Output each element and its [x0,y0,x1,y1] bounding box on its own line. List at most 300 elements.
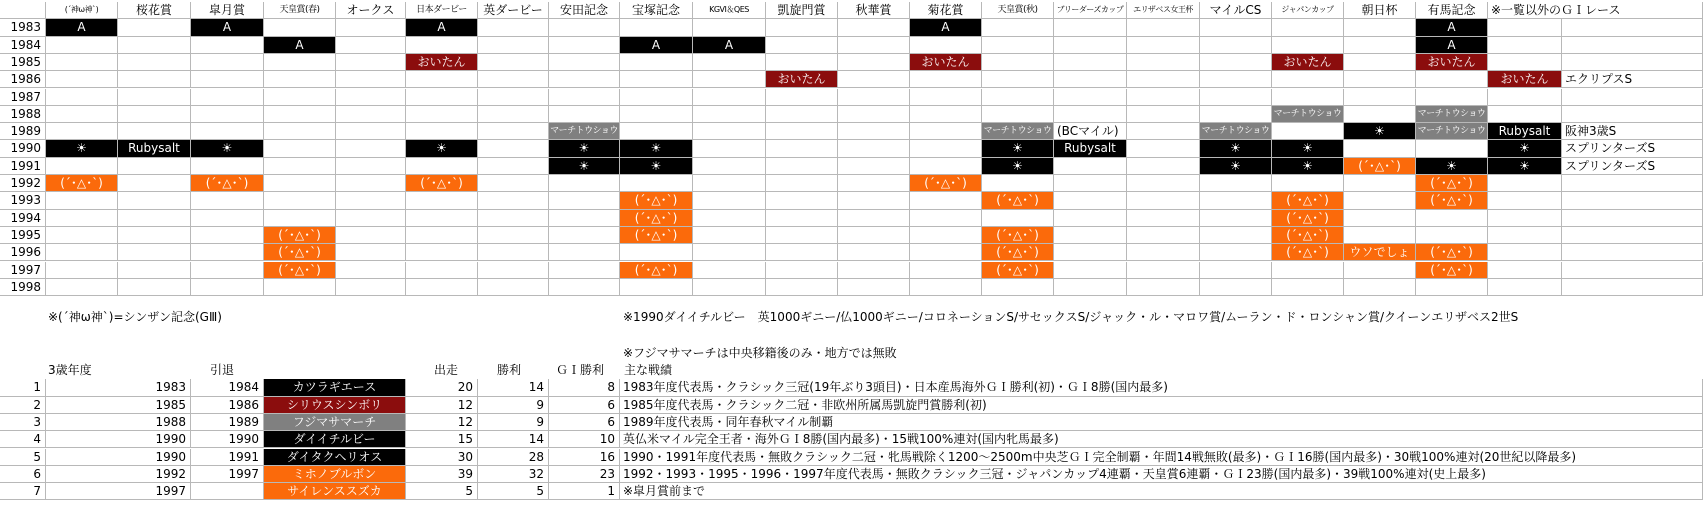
horse-starts[interactable]: 30 [406,449,478,466]
empty-cell[interactable] [693,19,766,36]
empty-cell[interactable] [478,192,549,209]
empty-cell[interactable] [766,227,838,244]
year-label[interactable]: 1993 [0,192,46,209]
empty-cell[interactable] [910,279,982,296]
empty-cell[interactable] [1200,19,1272,36]
race-header[interactable]: オークス [336,2,406,19]
empty-cell[interactable] [1272,279,1344,296]
empty-cell[interactable] [1416,210,1488,227]
race-result-cell[interactable]: A [693,37,766,54]
empty-cell[interactable] [1416,89,1488,106]
empty-cell[interactable] [191,279,264,296]
race-result-cell[interactable]: (´･△･`) [1272,192,1344,209]
horse-starts[interactable]: 15 [406,431,478,448]
empty-cell[interactable] [1054,106,1127,123]
empty-cell[interactable] [264,175,336,192]
empty-cell[interactable] [1344,192,1416,209]
empty-cell[interactable] [1200,89,1272,106]
empty-cell[interactable] [620,89,693,106]
empty-cell[interactable] [1054,89,1127,106]
empty-cell[interactable] [1272,123,1344,140]
empty-cell[interactable] [549,227,620,244]
empty-cell[interactable] [1416,227,1488,244]
horse-record[interactable]: 1989年度代表馬・同年春秋マイル制覇 [620,414,1703,431]
empty-cell[interactable] [478,71,549,88]
empty-cell[interactable] [693,262,766,279]
empty-cell[interactable] [1562,262,1703,279]
empty-cell[interactable] [1054,192,1127,209]
horse-retire[interactable]: 1991 [191,449,264,466]
empty-cell[interactable] [1488,89,1562,106]
empty-cell[interactable] [1488,175,1562,192]
race-result-cell[interactable]: ☀ [1200,158,1272,175]
race-header[interactable]: ジャパンカップ [1272,2,1344,19]
race-result-cell[interactable]: スプリンターズS [1562,158,1703,175]
empty-cell[interactable] [766,19,838,36]
empty-cell[interactable] [191,54,264,71]
empty-cell[interactable] [1562,279,1703,296]
empty-cell[interactable] [693,227,766,244]
year-label[interactable]: 1983 [0,19,46,36]
empty-cell[interactable] [478,175,549,192]
empty-cell[interactable] [838,262,910,279]
empty-cell[interactable] [1344,210,1416,227]
horse-year3[interactable]: 1990 [46,431,191,448]
empty-cell[interactable] [478,89,549,106]
empty-cell[interactable] [478,279,549,296]
empty-cell[interactable] [1344,175,1416,192]
empty-cell[interactable] [982,19,1054,36]
race-result-cell[interactable]: (´･△･`) [46,175,118,192]
race-result-cell[interactable]: ☀ [620,140,693,157]
horse-number[interactable]: 3 [0,414,46,431]
empty-cell[interactable] [620,54,693,71]
empty-cell[interactable] [1200,54,1272,71]
horse-wins[interactable]: 5 [478,483,549,500]
empty-cell[interactable] [1127,279,1200,296]
empty-cell[interactable] [336,175,406,192]
empty-cell[interactable] [838,158,910,175]
year-label[interactable]: 1992 [0,175,46,192]
empty-cell[interactable] [1344,89,1416,106]
empty-cell[interactable] [910,123,982,140]
empty-cell[interactable] [478,123,549,140]
empty-cell[interactable] [1127,123,1200,140]
empty-cell[interactable] [1200,192,1272,209]
race-result-cell[interactable]: マーチトウショウ [982,123,1054,140]
empty-cell[interactable] [46,210,118,227]
empty-cell[interactable] [1416,71,1488,88]
race-result-cell[interactable]: エクリプスS [1562,71,1703,88]
empty-cell[interactable] [1344,140,1416,157]
empty-cell[interactable] [46,158,118,175]
race-result-cell[interactable]: (´･△･`) [264,262,336,279]
horse-g1-wins[interactable]: 6 [549,414,620,431]
empty-cell[interactable] [982,54,1054,71]
race-header[interactable]: 朝日杯 [1344,2,1416,19]
empty-cell[interactable] [1127,244,1200,261]
race-result-cell[interactable]: A [191,19,264,36]
empty-cell[interactable] [549,106,620,123]
empty-cell[interactable] [336,140,406,157]
empty-cell[interactable] [620,175,693,192]
horse-number[interactable]: 7 [0,483,46,500]
horse-record[interactable]: 1983年度代表馬・クラシック三冠(19年ぶり3頭目)・日本産馬海外ＧＩ勝利(初)・ＧＩ8勝(国内最多) [620,379,1703,396]
race-header[interactable]: 天皇賞(秋) [982,2,1054,19]
empty-cell[interactable] [1127,54,1200,71]
empty-cell[interactable] [336,89,406,106]
race-result-cell[interactable]: ☀ [1200,140,1272,157]
empty-cell[interactable] [118,19,191,36]
empty-cell[interactable] [1054,71,1127,88]
empty-cell[interactable] [1562,210,1703,227]
empty-cell[interactable] [1200,175,1272,192]
empty-cell[interactable] [336,19,406,36]
empty-cell[interactable] [336,244,406,261]
empty-cell[interactable] [766,279,838,296]
empty-cell[interactable] [838,244,910,261]
horse-year3[interactable]: 1985 [46,397,191,414]
empty-cell[interactable] [264,140,336,157]
empty-cell[interactable] [620,106,693,123]
empty-cell[interactable] [766,210,838,227]
race-result-cell[interactable]: ☀ [1272,158,1344,175]
empty-cell[interactable] [1127,37,1200,54]
empty-cell[interactable] [1054,175,1127,192]
race-result-cell[interactable]: ☀ [982,140,1054,157]
empty-cell[interactable] [406,262,478,279]
empty-cell[interactable] [982,279,1054,296]
empty-cell[interactable] [1488,262,1562,279]
empty-cell[interactable] [1344,279,1416,296]
race-result-cell[interactable]: Rubysalt [1054,140,1127,157]
horse-retire[interactable]: 1997 [191,466,264,483]
empty-cell[interactable] [1272,19,1344,36]
empty-cell[interactable] [336,279,406,296]
race-result-cell[interactable]: おいたん [910,54,982,71]
empty-cell[interactable] [982,210,1054,227]
horse-name[interactable]: ダイタクヘリオス [264,449,406,466]
empty-cell[interactable] [549,244,620,261]
empty-cell[interactable] [406,89,478,106]
race-result-cell[interactable]: ☀ [620,158,693,175]
horse-g1-wins[interactable]: 6 [549,397,620,414]
empty-cell[interactable] [1054,227,1127,244]
horse-g1-wins[interactable]: 23 [549,466,620,483]
empty-cell[interactable] [191,106,264,123]
race-result-cell[interactable]: (´･△･`) [982,227,1054,244]
empty-cell[interactable] [406,227,478,244]
empty-cell[interactable] [1344,106,1416,123]
race-result-cell[interactable]: A [1416,37,1488,54]
empty-cell[interactable] [838,192,910,209]
empty-cell[interactable] [46,192,118,209]
race-result-cell[interactable]: Rubysalt [118,140,191,157]
empty-cell[interactable] [406,71,478,88]
empty-cell[interactable] [118,210,191,227]
empty-cell[interactable] [336,54,406,71]
empty-cell[interactable] [118,89,191,106]
empty-cell[interactable] [766,244,838,261]
empty-cell[interactable] [1200,37,1272,54]
year-label[interactable]: 1985 [0,54,46,71]
race-result-cell[interactable]: マーチトウショウ [549,123,620,140]
empty-cell[interactable] [1488,244,1562,261]
race-result-cell[interactable]: A [620,37,693,54]
year-label[interactable]: 1994 [0,210,46,227]
race-result-cell[interactable]: A [46,19,118,36]
empty-cell[interactable] [910,210,982,227]
empty-cell[interactable] [1488,210,1562,227]
empty-cell[interactable] [191,37,264,54]
empty-cell[interactable] [336,227,406,244]
empty-cell[interactable] [1200,106,1272,123]
race-result-cell[interactable]: マーチトウショウ [1416,123,1488,140]
empty-cell[interactable] [478,19,549,36]
empty-cell[interactable] [478,210,549,227]
empty-cell[interactable] [1054,244,1127,261]
empty-cell[interactable] [191,192,264,209]
race-result-cell[interactable]: (´･△･`) [406,175,478,192]
empty-cell[interactable] [478,158,549,175]
empty-cell[interactable] [693,158,766,175]
empty-cell[interactable] [191,123,264,140]
empty-cell[interactable] [1127,71,1200,88]
year-label[interactable]: 1984 [0,37,46,54]
race-result-cell[interactable]: ☀ [1416,158,1488,175]
empty-cell[interactable] [1127,192,1200,209]
empty-cell[interactable] [693,192,766,209]
empty-cell[interactable] [549,89,620,106]
horse-name[interactable]: シリウスシンボリ [264,397,406,414]
empty-cell[interactable] [1054,19,1127,36]
race-result-cell[interactable]: ☀ [1344,123,1416,140]
empty-cell[interactable] [766,140,838,157]
empty-cell[interactable] [406,244,478,261]
race-result-cell[interactable]: (´･△･`) [982,262,1054,279]
empty-cell[interactable] [838,140,910,157]
race-result-cell[interactable]: ☀ [406,140,478,157]
empty-cell[interactable] [838,54,910,71]
empty-cell[interactable] [191,262,264,279]
horse-starts[interactable]: 12 [406,414,478,431]
empty-cell[interactable] [1562,192,1703,209]
empty-cell[interactable] [838,210,910,227]
race-result-cell[interactable]: (´･△･`) [264,227,336,244]
empty-cell[interactable] [1272,37,1344,54]
race-result-cell[interactable]: (´･△･`) [1416,175,1488,192]
empty-cell[interactable] [478,54,549,71]
empty-cell[interactable] [766,106,838,123]
empty-cell[interactable] [982,106,1054,123]
horse-name[interactable]: フジマサマーチ [264,414,406,431]
race-header[interactable]: 宝塚記念 [620,2,693,19]
race-result-cell[interactable]: (´･△･`) [1272,244,1344,261]
empty-cell[interactable] [406,123,478,140]
empty-cell[interactable] [1562,227,1703,244]
horse-record[interactable]: 1992・1993・1995・1996・1997年度代表馬・無敗クラシック三冠・ジャパンカップ4連覇・天皇賞6連覇・ＧＩ23勝(国内最多)・39戦100%連対(史上最多) [620,466,1703,483]
empty-cell[interactable] [1272,262,1344,279]
empty-cell[interactable] [693,140,766,157]
empty-cell[interactable] [118,244,191,261]
horse-name[interactable]: ミホノブルボン [264,466,406,483]
empty-cell[interactable] [910,244,982,261]
empty-cell[interactable] [620,279,693,296]
year-label[interactable]: 1988 [0,106,46,123]
empty-cell[interactable] [1562,19,1703,36]
empty-cell[interactable] [838,19,910,36]
empty-cell[interactable] [478,244,549,261]
horse-year3[interactable]: 1988 [46,414,191,431]
empty-cell[interactable] [478,227,549,244]
horse-retire[interactable]: 1984 [191,379,264,396]
empty-cell[interactable] [46,106,118,123]
empty-cell[interactable] [838,37,910,54]
empty-cell[interactable] [1127,19,1200,36]
race-result-cell[interactable]: おいたん [1272,54,1344,71]
empty-cell[interactable] [1562,244,1703,261]
horse-number[interactable]: 6 [0,466,46,483]
race-result-cell[interactable]: (´･△･`) [620,262,693,279]
race-result-cell[interactable]: ☀ [191,140,264,157]
empty-cell[interactable] [264,192,336,209]
horse-year3[interactable]: 1983 [46,379,191,396]
empty-cell[interactable] [982,175,1054,192]
empty-cell[interactable] [118,123,191,140]
empty-cell[interactable] [264,54,336,71]
race-result-cell[interactable]: おいたん [1488,71,1562,88]
empty-cell[interactable] [1054,279,1127,296]
race-result-cell[interactable]: ☀ [549,158,620,175]
empty-cell[interactable] [766,262,838,279]
empty-cell[interactable] [549,192,620,209]
year-label[interactable]: 1996 [0,244,46,261]
race-header[interactable]: エリザベス女王杯 [1127,2,1200,19]
race-result-cell[interactable]: (´･△･`) [1272,227,1344,244]
horse-retire[interactable]: 1989 [191,414,264,431]
empty-cell[interactable] [46,262,118,279]
horse-wins[interactable]: 14 [478,379,549,396]
horse-year3[interactable]: 1990 [46,449,191,466]
empty-cell[interactable] [910,158,982,175]
horse-number[interactable]: 4 [0,431,46,448]
race-header[interactable]: 秋華賞 [838,2,910,19]
year-label[interactable]: 1997 [0,262,46,279]
horse-record[interactable]: ※皐月賞前まで [620,483,1703,500]
empty-cell[interactable] [1562,54,1703,71]
empty-cell[interactable] [1416,140,1488,157]
empty-cell[interactable] [1127,262,1200,279]
empty-cell[interactable] [46,71,118,88]
empty-cell[interactable] [1272,89,1344,106]
horse-g1-wins[interactable]: 16 [549,449,620,466]
empty-cell[interactable] [693,123,766,140]
empty-cell[interactable] [264,210,336,227]
horse-starts[interactable]: 12 [406,397,478,414]
horse-name[interactable]: ダイイチルビー [264,431,406,448]
empty-cell[interactable] [1488,279,1562,296]
horse-name[interactable]: サイレンススズカ [264,483,406,500]
horse-g1-wins[interactable]: 1 [549,483,620,500]
horse-number[interactable]: 2 [0,397,46,414]
empty-cell[interactable] [264,71,336,88]
empty-cell[interactable] [838,89,910,106]
empty-cell[interactable] [118,279,191,296]
empty-cell[interactable] [406,37,478,54]
empty-cell[interactable] [982,37,1054,54]
empty-cell[interactable] [549,279,620,296]
empty-cell[interactable] [406,158,478,175]
empty-cell[interactable] [1054,210,1127,227]
empty-cell[interactable] [478,37,549,54]
race-result-cell[interactable]: (´･△･`) [910,175,982,192]
empty-cell[interactable] [1344,54,1416,71]
empty-cell[interactable] [838,106,910,123]
empty-cell[interactable] [478,262,549,279]
empty-cell[interactable] [1200,227,1272,244]
empty-cell[interactable] [910,227,982,244]
empty-cell[interactable] [191,71,264,88]
empty-cell[interactable] [1200,71,1272,88]
empty-cell[interactable] [549,175,620,192]
race-result-cell[interactable]: (´･△･`) [982,244,1054,261]
race-result-cell[interactable]: おいたん [406,54,478,71]
year-label[interactable]: 1995 [0,227,46,244]
race-result-cell[interactable]: ☀ [46,140,118,157]
empty-cell[interactable] [766,158,838,175]
race-result-cell[interactable]: ☀ [1488,158,1562,175]
empty-cell[interactable] [46,89,118,106]
empty-cell[interactable] [766,54,838,71]
empty-cell[interactable] [1272,71,1344,88]
empty-cell[interactable] [1344,262,1416,279]
empty-cell[interactable] [910,37,982,54]
horse-retire[interactable] [191,483,264,500]
empty-cell[interactable] [693,54,766,71]
empty-cell[interactable] [549,54,620,71]
empty-cell[interactable] [620,123,693,140]
empty-cell[interactable] [191,158,264,175]
horse-wins[interactable]: 14 [478,431,549,448]
empty-cell[interactable] [766,123,838,140]
empty-cell[interactable] [549,71,620,88]
empty-cell[interactable] [549,19,620,36]
empty-cell[interactable] [693,106,766,123]
empty-cell[interactable] [838,71,910,88]
horse-wins[interactable]: 32 [478,466,549,483]
empty-cell[interactable] [1562,37,1703,54]
empty-cell[interactable] [1488,192,1562,209]
empty-cell[interactable] [693,279,766,296]
empty-cell[interactable] [46,37,118,54]
race-header[interactable]: マイルCS [1200,2,1272,19]
race-result-cell[interactable]: (´･△･`) [1344,158,1416,175]
year-label[interactable]: 1986 [0,71,46,88]
horse-year3[interactable]: 1992 [46,466,191,483]
empty-cell[interactable] [406,106,478,123]
empty-cell[interactable] [118,54,191,71]
empty-cell[interactable] [1488,227,1562,244]
empty-cell[interactable] [982,89,1054,106]
empty-cell[interactable] [693,71,766,88]
empty-cell[interactable] [118,262,191,279]
race-result-cell[interactable]: (´･△･`) [982,192,1054,209]
empty-cell[interactable] [264,19,336,36]
empty-cell[interactable] [478,140,549,157]
empty-cell[interactable] [264,158,336,175]
empty-cell[interactable] [118,37,191,54]
empty-cell[interactable] [191,244,264,261]
